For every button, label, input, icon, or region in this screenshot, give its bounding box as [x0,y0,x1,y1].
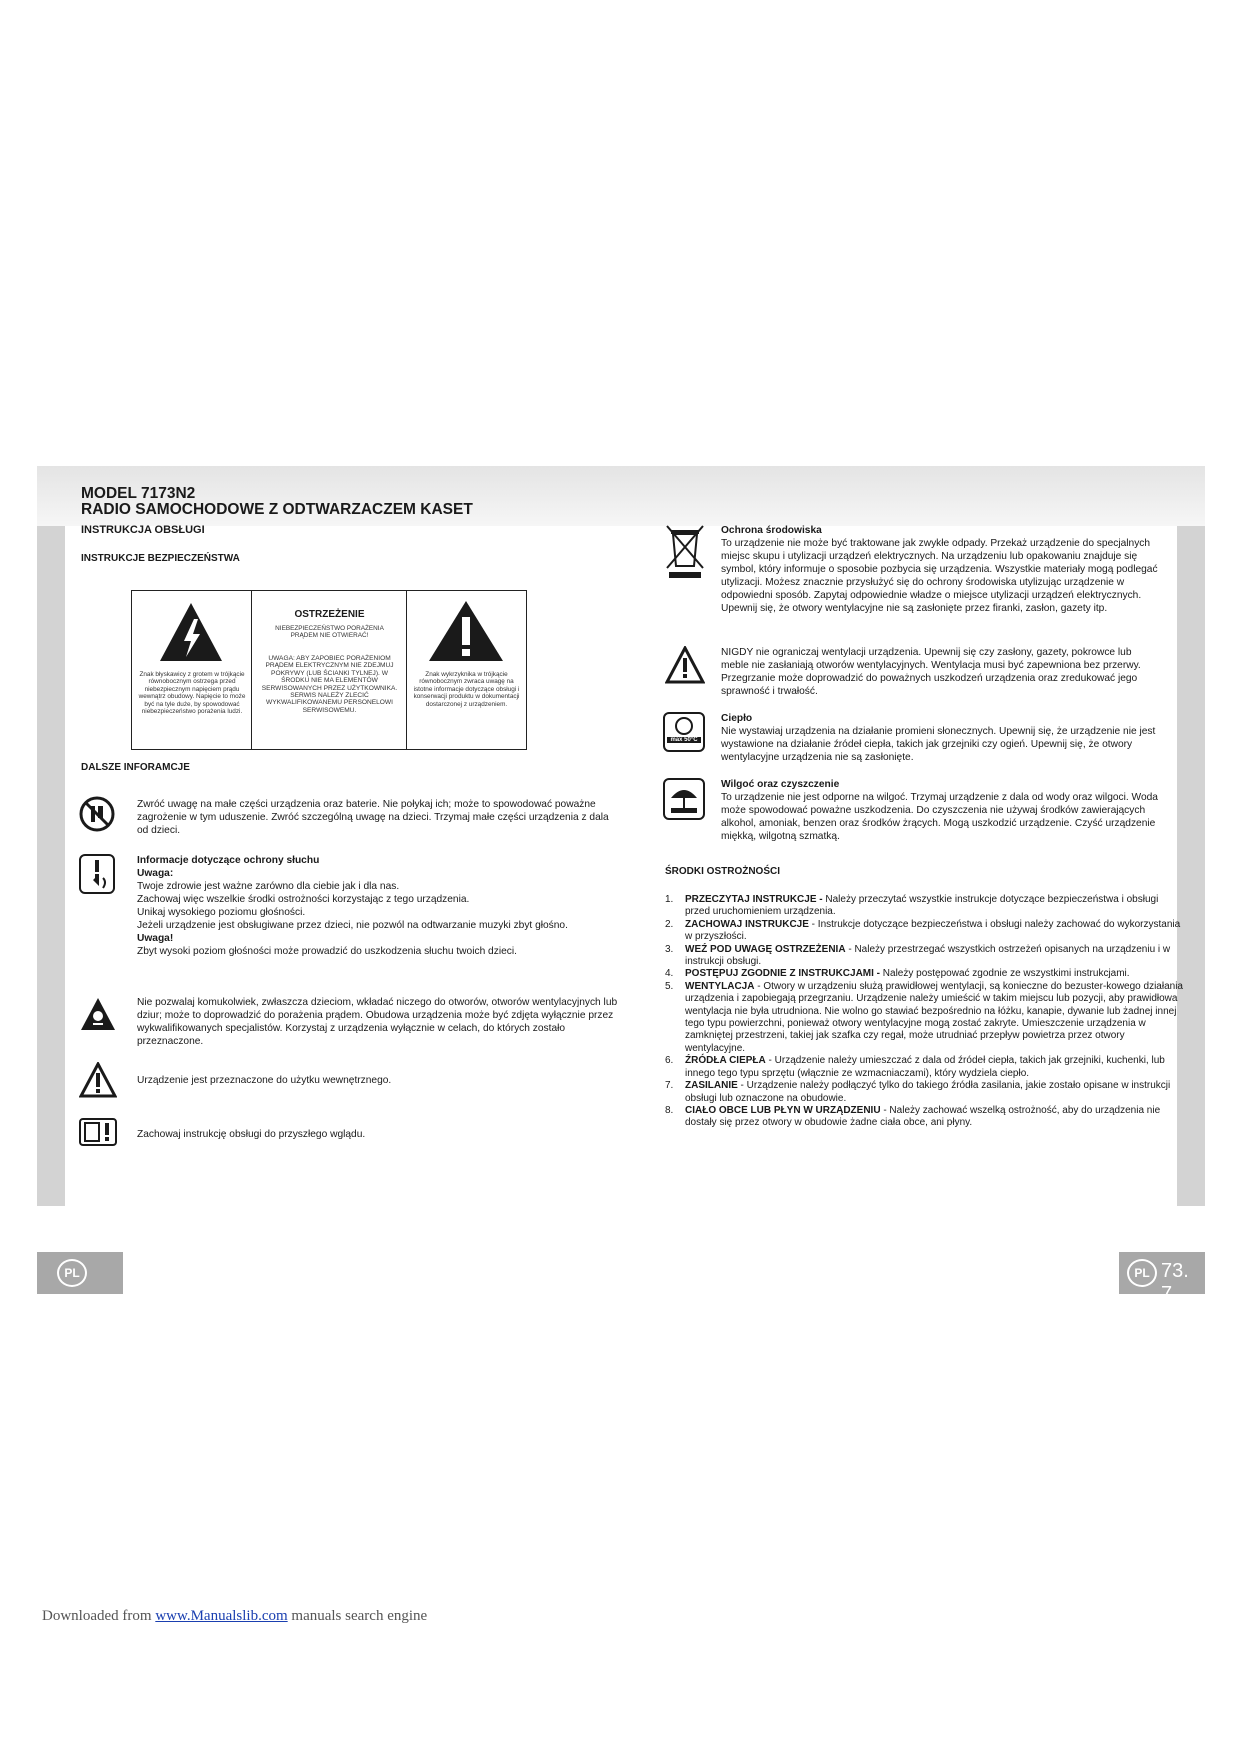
precautions-heading: ŚRODKI OSTROŻNOŚCI [665,866,781,877]
environment-body: To urządzenie nie może być traktowane jak zwykłe odpady. Przekaż urządzenie do specjalnych miejsc skupu i utylizacji urządzeń elektrycznych. Na urządzeniu lub opakowaniu znajduje się symbol, który informuje o sposobie pozbycia się urządzenia. Wszystkie materiały mogą podlegać utylizacji. Możesz znacznie przysłużyć się do ochrony środowiska utylizując urządzenie w odpowiedni sposób. Zapytaj odpowiednie władze o miejsce utylizacji urządzeń elektrycznych. [721,538,1158,601]
warning-cell-left [132,591,252,749]
indoor-warning-icon [79,1062,117,1098]
manual-spread [37,466,1205,1305]
keep-manual-text: Zachowaj instrukcję obsługi do przyszłego wglądu. [137,1129,366,1140]
precaution-label: WENTYLACJA [685,980,755,992]
precaution-label: PRZECZYTAJ INSTRUKCJE - [685,894,823,905]
precaution-item [665,1080,1185,1105]
moisture-body: To urządzenie nie jest odporne na wilgoć. Trzymaj urządzenie z dala od wody oraz wilgoci. Woda może spowodować poważne uszkodzenia. Do czyszczenia nie używaj środków zawierających alkohol, amoniak, benzen oraz środków żrących. Mogą uszkodzić urządzenie. Czyść urządzenie miękką, wilgotną szmatką. [721,792,1158,842]
left-side-bar [37,526,65,1206]
heat-title: Ciepło [721,713,753,724]
precaution-number: 2. [665,918,674,930]
hearing-title: Informacje dotyczące ochrony słuchu [137,855,320,866]
warning-cell-center [252,591,407,749]
hearing-uwaga-2: Uwaga! [137,933,174,944]
warning-line-1: NIEBEZPIECZEŃSTWO PORAŻENIA PRĄDEM NIE OTWIERAĆ! [275,625,384,640]
small-parts-text: Zwróć uwagę na małe części urządzenia oraz baterie. Nie połykaj ich; może to spowodować poważne zagrożenie w tym uduszenie. Zwróć szczególną uwagę na dzieci. Trzymaj małe części urządzenia z dala od dzieci. [137,799,609,836]
precaution-item [665,894,1185,919]
no-swallow-icon [79,796,115,832]
hearing-warning-icon [79,854,115,894]
precaution-label: CIAŁO OBCE LUB PŁYN W URZĄDZENIU [685,1104,881,1116]
precaution-item [665,968,1185,980]
precaution-label: ZASILANIE [685,1080,738,1092]
left-pl-badge: PL [57,1259,87,1287]
ventilation-text: NIGDY nie ograniczaj wentylacji urządzenia. Upewnij się czy zasłony, gazety, pokrowce lub meble nie zasłaniają otworów wentylacyjnych. Wentylacja musi być zapewniona bez przerwy. Przegrzanie może doprowadzić do poważnych uszkodzeń urządzenia oraz zredukować jego sprawność i trwałość. [721,647,1141,697]
hearing-uwaga-1: Uwaga: [137,868,174,879]
model-title: MODEL 7173N2 [81,485,196,502]
manual-heading: INSTRUKCJA OBSŁUGI [81,524,205,536]
precaution-number: 7. [665,1080,674,1092]
download-footer [42,1608,427,1625]
left-footer-tab [37,1252,123,1294]
warning-box [131,590,527,750]
right-pl-badge: PL [1127,1259,1157,1287]
precaution-label: ŹRÓDŁA CIEPŁA [685,1055,766,1067]
ventilation-warning-icon [665,646,705,684]
hearing-section [137,854,617,958]
moisture-icon [663,778,705,820]
page-number: 73. 7 [1161,1260,1189,1305]
warning-line-2: UWAGA: ABY ZAPOBIEC PORAŻENIOM PRĄDEM ELEKTRYCZNYM NIE ZDEJMUJ POKRYWY (LUB ŚCIANKI TYLNEJ). W ŚRODKU NIE MA ELEMENTÓW SERWISOWANYCH PRZEZ UŻYTKOWNIKA. SERWIS NALEŻY ZLECIĆ WYKWALIFIKOWANEMU PERSONELOWI SERWISOWEMU. [261,655,398,714]
warning-cell-right [407,591,526,749]
precaution-number: 5. [665,980,674,992]
right-footer-tab [1119,1252,1205,1305]
precaution-text: - Należy przestrzegać wszystkich ostrzeżeń opisanych na urządzeniu i w instrukcji obsługi. [685,943,1171,968]
heat-icon-label: max 50°C [667,737,701,743]
indoor-text: Urządzenie jest przeznaczone do użytku wewnętrznego. [137,1075,392,1086]
hearing-line-2: Zachowaj więc wszelkie środki ostrożności korzystając z tego urządzenia. [137,894,470,905]
lightning-warning-icon [158,601,224,663]
precaution-text: Należy postępować zgodnie ze wszystkimi instrukcjami. [880,968,1130,980]
environment-extra: Upewnij się, że otwory wentylacyjne nie są zasłonięte przez firanki, zasłon, gazety itp. [721,603,1108,614]
precaution-number: 8. [665,1104,674,1116]
safety-heading: INSTRUKCJE BEZPIECZEŃSTWA [81,553,240,564]
heat-icon [663,712,705,752]
precaution-number: 6. [665,1055,674,1067]
exclamation-caption: Znak wykrzyknika w trójkącie równobocznym zwraca uwagę na istotne informacje dotyczące obsługi i konserwacji produktu w dokumentacji dostarczonej z urządzeniem. [413,671,520,708]
precaution-label: ZACHOWAJ INSTRUKCJE [685,918,809,930]
hearing-line-3: Unikaj wysokiego poziomu głośności. [137,907,306,918]
product-title: RADIO SAMOCHODOWE Z ODTWARZACZEM KASET [81,501,473,518]
download-suffix: manuals search engine [291,1608,428,1624]
sun-icon [675,717,693,735]
weee-bin-icon [665,524,705,580]
openings-text: Nie pozwalaj komukolwiek, zwłaszcza dzieciom, wkładać niczego do otworów, otworów wentylacyjnych lub dziur; może to doprowadzić do porażenia prądem. Obudowa urządzenia może być zdjęta wyłącznie przez wykwalifikowanych specjalistów. Korzystaj z urządzenia wyłącznie w celach, do których zostało przeznaczone. [137,997,618,1047]
page-title [81,486,473,518]
precaution-item [665,981,1185,1055]
environment-title: Ochrona środowiska [721,525,822,536]
precaution-text: - Instrukcje dotyczące bezpieczeństwa i obsługi należy zachować do wykorzystania w przyszłości. [685,918,1181,943]
moisture-title: Wilgoć oraz czyszczenie [721,779,840,790]
hearing-line-4: Jeżeli urządzenie jest obsługiwane przez dzieci, nie pozwól na odtwarzanie muzyki zbyt głośno. [137,920,568,931]
manual-book-icon [79,1118,117,1146]
precaution-text: Należy przeczytać wszystkie instrukcje dotyczące bezpieczeństwa i obsługi przed uruchomieniem urządzenia. [685,894,1159,918]
precaution-item [665,944,1185,969]
manualslib-link[interactable]: www.Manualslib.com [155,1608,288,1624]
warning-heading: OSTRZEŻENIE [294,609,365,620]
precaution-item [665,919,1185,944]
precaution-text: - Należy zachować wszelką ostrożność, aby do urządzenia nie dostały się przez otwory w obudowie żadne ciała obce, ani płyny. [685,1104,1161,1129]
heat-body: Nie wystawiaj urządzenia na działanie promieni słonecznych. Upewnij się, że urządzenie nie jest wystawione na działanie źródeł ciepła, takich jak grzejniki czy ogień. Upewnij się, że otwory wentylacyjne urządzenia nie są zasłonięte. [721,726,1156,763]
environment-section [721,524,1161,615]
moisture-section [721,778,1161,843]
hearing-final: Zbyt wysoki poziom głośności może prowadzić do uszkodzenia słuchu twoich dzieci. [137,946,517,957]
precaution-item [665,1105,1185,1130]
precaution-text: - Otwory w urządzeniu służą prawidłowej wentylacji, są konieczne do bezuster-kowego działania urządzenia i zapobiegają przegrzaniu. Urządzenie należy umieścić w takim miejscu lub pozycji, aby prawidłowa wentylacja nie była utrudniona. Nie wolno go stawiać bezpośrednio na łóżku, kanapie, dywanie lub żadnej innej tego typu powierzchni, ponieważ otwory wentylacyjne mogą zostać zakryte. Umieszczenie urządzenia w zamkniętej przestrzeni, takiej jak szafka czy regał, może utrudniać przepływ powietrza przez otwory wentylacyjne. [685,980,1183,1054]
precaution-label: POSTĘPUJ ZGODNIE Z INSTRUKCJAMI - [685,968,881,980]
precaution-text: - Urządzenie należy podłączyć tylko do takiego źródła zasilania, jakie zostało opisane w instrukcji obsługi lub oznaczone na obudowie. [685,1080,1171,1104]
precaution-label: WEŹ POD UWAGĘ OSTRZEŻENIA [685,943,846,955]
precaution-number: 4. [665,968,674,980]
shock-hazard-icon [79,996,117,1032]
precaution-number: 3. [665,943,674,955]
lightning-caption: Znak błyskawicy z grotem w trójkącie równobocznym ostrzega przed niebezpiecznym napięciem prądu wewnątrz obudowy. Napięcie to może być na tyle duże, by spowodować niebezpieczeństwo porażenia ludzi. [138,671,246,716]
download-prefix: Downloaded from [42,1608,152,1624]
umbrella-icon [665,780,703,818]
hearing-line-1: Twoje zdrowie jest ważne zarówno dla ciebie jak i dla nas. [137,881,400,892]
precaution-number: 1. [665,894,674,905]
exclamation-warning-icon [427,599,505,663]
precaution-item [665,1055,1185,1080]
more-info-heading: DALSZE INFORAMCJE [81,762,190,773]
precaution-text: - Urządzenie należy umieszczać z dala od źródeł ciepła, takich jak grzejniki, kuchenki, lub innego tego typu sprzętu (włącznie ze wzmacniaczami), który wydziela ciepło. [685,1055,1165,1079]
precautions-list [665,894,1185,1130]
heat-section [721,712,1181,764]
